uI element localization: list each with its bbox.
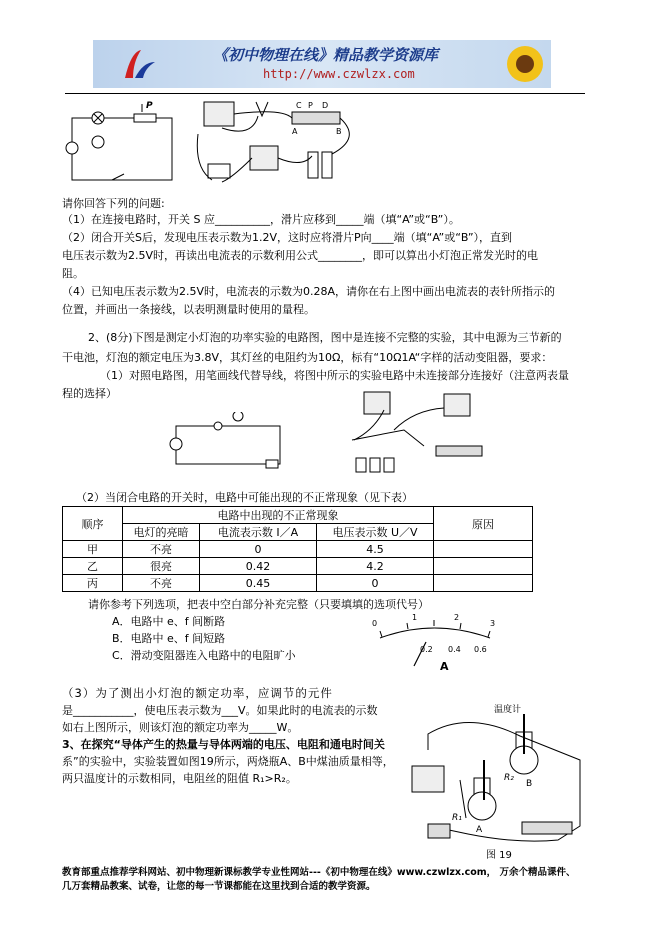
cell-order: 乙 bbox=[63, 558, 123, 575]
ammeter-tick-label: 3 bbox=[490, 619, 496, 628]
ammeter-unit: A bbox=[440, 660, 449, 673]
sunflower-icon bbox=[501, 42, 549, 86]
resistor-label-r2: R₂ bbox=[504, 773, 514, 783]
q2-step1-line1: （1）对照电路图，用笔画线代替导线，将图中所示的实验电路中未连接部分连接好（注意两表量 bbox=[100, 369, 569, 382]
th-lamp: 电灯的亮暗 bbox=[123, 524, 200, 541]
apparatus-picture-2 bbox=[344, 390, 494, 480]
flask-label-b: B bbox=[526, 779, 533, 789]
q1-prompt: 请你回答下列的问题: bbox=[62, 197, 165, 210]
table-row bbox=[63, 541, 533, 558]
th-reason: 原因 bbox=[434, 507, 533, 541]
cell-current: 0 bbox=[200, 541, 317, 558]
q2-step3-line3: 如右上图所示，则该灯泡的额定功率为_____W。 bbox=[62, 721, 299, 734]
header-rule bbox=[65, 93, 585, 94]
th-phenomenon: 电路中出现的不正常现象 bbox=[123, 507, 434, 524]
footer-line1: 教育部重点推荐学科网站、初中物理新课标教学专业性网站---《初中物理在线》www.czwlzx.com， 万余个精品课件、 bbox=[62, 867, 576, 878]
q2-step2: （2）当闭合电路的开关时，电路中可能出现的不正常现象（见下表） bbox=[76, 491, 413, 504]
ammeter-tick-label: 1 bbox=[412, 613, 418, 622]
option-a: A．电路中 e、f 间断路 bbox=[112, 615, 226, 628]
footer-line2: 几万套精品教案、试卷，让您的每一节课都能在这里找到合适的教学资源。 bbox=[62, 881, 376, 892]
q1-part4-line2: 位置，并画出一条接线，以表明测量时使用的量程。 bbox=[62, 303, 315, 316]
cell-lamp: 很亮 bbox=[123, 558, 200, 575]
logo-icon bbox=[121, 48, 157, 82]
figure-label: 图 19 bbox=[486, 850, 512, 860]
circuit-diagram-2 bbox=[166, 412, 286, 474]
ammeter-tick-label: 2 bbox=[454, 613, 460, 622]
rheostat-term-a: A bbox=[292, 127, 298, 136]
phenomenon-table bbox=[62, 506, 533, 592]
q2-step3-line1: （3）为了测出小灯泡的额定功率，应调节的元件 bbox=[62, 686, 333, 700]
header-banner bbox=[93, 40, 551, 88]
resistor-label-r1: R₁ bbox=[452, 813, 462, 823]
q2-step1-line2: 程的选择） bbox=[62, 387, 117, 400]
ammeter-subtick-label: 0.4 bbox=[448, 645, 461, 654]
q1-part2-line3: 阻。 bbox=[62, 267, 84, 280]
flask-label-a: A bbox=[476, 825, 483, 835]
figure-19 bbox=[408, 700, 588, 860]
q1-part2-line2: 电压表示数为2.5V时，再读出电流表的示数利用公式________，即可以算出小灯泡正常发光时的电 bbox=[62, 249, 539, 262]
table-row bbox=[63, 558, 533, 575]
cell-current: 0.42 bbox=[200, 558, 317, 575]
option-b: B．电路中 e、f 间短路 bbox=[112, 632, 226, 645]
ammeter-subtick-label: 0.6 bbox=[474, 645, 487, 654]
ammeter-subtick-label: 0.2 bbox=[420, 645, 433, 654]
option-c: C．滑动变阻器连入电路中的电阻旷小 bbox=[112, 649, 296, 662]
th-current: 电流表示数 I／A bbox=[200, 524, 317, 541]
table-row bbox=[63, 575, 533, 592]
cell-lamp: 不亮 bbox=[123, 541, 200, 558]
ammeter-scale bbox=[368, 612, 502, 674]
banner-url[interactable]: http://www.czwlzx.com bbox=[263, 67, 415, 81]
q2-step3-line2: 是___________，使电压表示数为___V。如果此时的电流表的示数 bbox=[62, 704, 378, 717]
apparatus-picture-1 bbox=[192, 98, 362, 194]
cell-reason[interactable] bbox=[434, 558, 533, 575]
cell-order: 丙 bbox=[63, 575, 123, 592]
banner-title: 《初中物理在线》精品教学资源库 bbox=[213, 46, 439, 64]
cell-voltage: 4.2 bbox=[317, 558, 434, 575]
q1-part2-line1: （2）闭合开关S后，发现电压表示数为1.2V，这时应将滑片P向____端（填“A”或“B”），直到 bbox=[62, 231, 513, 244]
q1-part1: （1）在连接电路时，开关 S 应__________，滑片应移到_____端（填“A”或“B”）。 bbox=[62, 213, 460, 226]
cell-order: 甲 bbox=[63, 541, 123, 558]
cell-reason[interactable] bbox=[434, 575, 533, 592]
th-voltage: 电压表示数 U／V bbox=[317, 524, 434, 541]
rheostat-term-b: B bbox=[336, 127, 342, 136]
thermometer-label: 温度计 bbox=[494, 705, 522, 715]
cell-voltage: 4.5 bbox=[317, 541, 434, 558]
cell-lamp: 不亮 bbox=[123, 575, 200, 592]
rheostat-term-p: P bbox=[308, 101, 313, 110]
ammeter-tick-label: 0 bbox=[372, 619, 378, 628]
q3-line1: 3、在探究“导体产生的热量与导体两端的电压、电阻和通电时间关 bbox=[62, 738, 385, 751]
q1-part4-line1: （4）已知电压表示数为2.5V时，电流表的示数为0.28A，请你在右上图中画出电流表的表针所指示的 bbox=[62, 285, 556, 298]
cell-voltage: 0 bbox=[317, 575, 434, 592]
q2-intro-line1: 2、(8分)下图是测定小灯泡的功率实验的电路图，图中是连接不完整的实验，其中电源为三节新的 bbox=[88, 331, 562, 344]
th-order: 顺序 bbox=[63, 507, 123, 541]
q3-line3: 两只温度计的示数相同，电阻丝的阻值 R₁>R₂。 bbox=[62, 772, 297, 785]
options-intro: 请你参考下列选项，把表中空白部分补充完整（只要填填的选项代号） bbox=[88, 598, 429, 611]
cell-current: 0.45 bbox=[200, 575, 317, 592]
cell-reason[interactable] bbox=[434, 541, 533, 558]
slider-label-p: P bbox=[146, 101, 153, 111]
circuit-diagram-1 bbox=[62, 98, 182, 188]
rheostat-term-d: D bbox=[322, 101, 329, 110]
q3-line2: 系”的实验中，实验装置如图19所示，两烧瓶A、B中煤油质量相等， bbox=[62, 755, 394, 768]
rheostat-term-c: C bbox=[296, 101, 302, 110]
q2-intro-line2: 干电池，灯泡的额定电压为3.8V，其灯丝的电阻约为10Ω，标有“10Ω1A“字样的活动变阻器，要求： bbox=[62, 351, 553, 364]
